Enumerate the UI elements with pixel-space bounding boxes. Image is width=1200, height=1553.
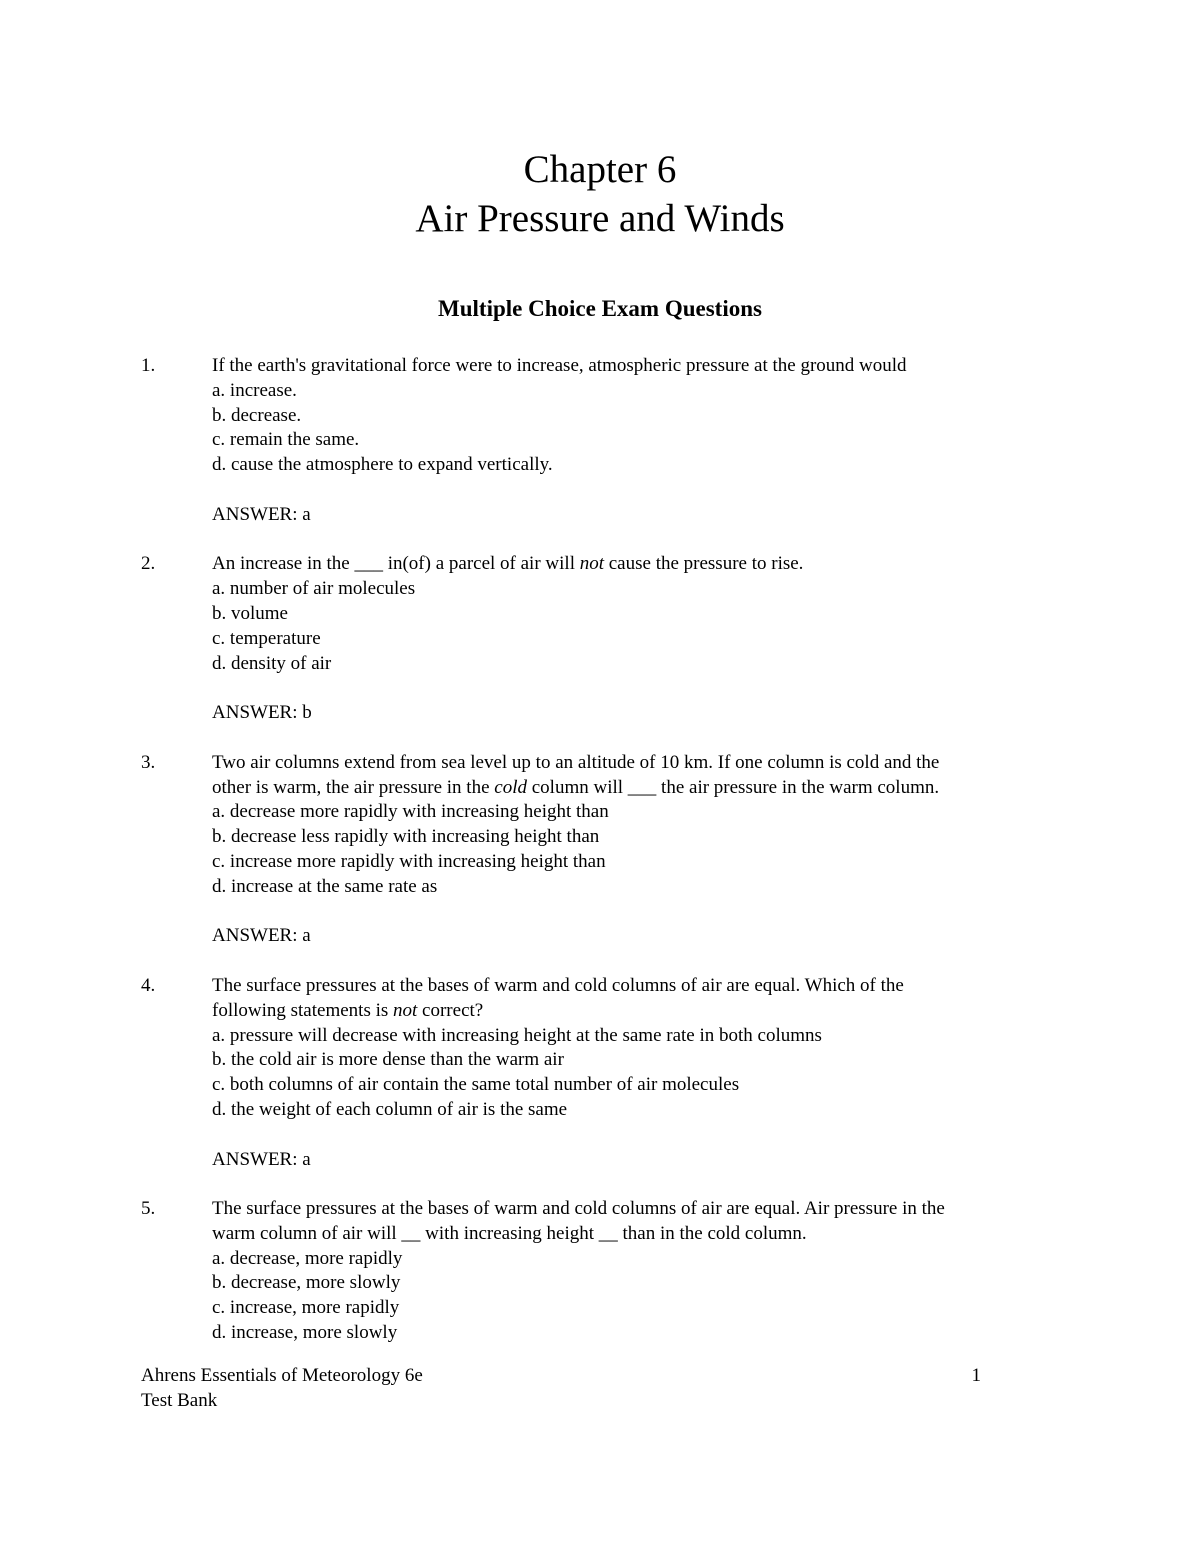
- answer-choice: b. decrease less rapidly with increasing height than: [212, 826, 600, 848]
- question-stem-line: following statements is not correct?: [212, 999, 484, 1021]
- question-stem-line: If the earth's gravitational force were to increase, atmospheric pressure at the ground would: [212, 355, 907, 376]
- chapter-number: Chapter 6: [523, 148, 677, 191]
- question-stem-line: The surface pressures at the bases of warm and cold columns of air are equal. Air pressure in the: [212, 1198, 945, 1220]
- answer-choice: c. remain the same.: [212, 429, 360, 451]
- question-item: [141, 751, 1061, 949]
- chapter-title: Air Pressure and Winds: [415, 197, 785, 240]
- question-spacer: [141, 949, 1061, 974]
- question-stem-line: Two air columns extend from sea level up to an altitude of 10 km. If one column is cold and the: [212, 751, 940, 773]
- answer-choice: b. decrease, more slowly: [212, 1272, 401, 1294]
- answer-key: ANSWER: b: [212, 702, 312, 724]
- answer-choice: b. volume: [212, 602, 288, 624]
- question-item: [141, 1197, 1061, 1346]
- answer-choice: a. number of air molecules: [212, 578, 416, 600]
- answer-choice: c. temperature: [212, 627, 321, 649]
- answer-choice: c. both columns of air contain the same total number of air molecules: [212, 1074, 740, 1096]
- answer-choice: d. cause the atmosphere to expand vertically.: [212, 454, 553, 476]
- answer-choice: d. increase, more slowly: [212, 1322, 398, 1344]
- question-spacer: [141, 726, 1061, 751]
- answer-key: ANSWER: a: [212, 925, 311, 947]
- answer-choice: d. the weight of each column of air is the same: [212, 1098, 568, 1120]
- question-spacer: [141, 1172, 1061, 1197]
- answer-choice: d. increase at the same rate as: [212, 875, 438, 897]
- answer-choice: d. density of air: [212, 652, 332, 674]
- answer-choice: c. increase more rapidly with increasing height than: [212, 850, 606, 872]
- question-stem-line: warm column of air will __ with increasing height __ than in the cold column.: [212, 1222, 807, 1244]
- answer-choice: a. decrease more rapidly with increasing height than: [212, 801, 609, 823]
- answer-choice: a. decrease, more rapidly: [212, 1247, 403, 1269]
- page-number: 1: [971, 1365, 981, 1386]
- question-stem-line: other is warm, the air pressure in the cold column will ___ the air pressure in the warm column.: [212, 776, 940, 798]
- answer-choice: b. decrease.: [212, 404, 302, 426]
- question-item: [141, 354, 1061, 528]
- answer-choice: c. increase, more rapidly: [212, 1297, 400, 1319]
- question-number: 4.: [141, 974, 156, 996]
- question-spacer: [141, 528, 1061, 553]
- section-heading: Multiple Choice Exam Questions: [438, 296, 762, 321]
- question-number: 3.: [141, 751, 156, 773]
- question-item: [141, 974, 1061, 1172]
- question-number: 2.: [141, 553, 156, 575]
- footer-subtitle: Test Bank: [141, 1389, 218, 1411]
- question-stem-line: The surface pressures at the bases of warm and cold columns of air are equal. Which of the: [212, 974, 904, 996]
- answer-choice: a. increase.: [212, 379, 297, 401]
- answer-key: ANSWER: a: [212, 503, 311, 525]
- answer-choice: a. pressure will decrease with increasing height at the same rate in both columns: [212, 1024, 822, 1046]
- page-footer: [141, 1364, 981, 1414]
- question-number: 1.: [141, 355, 156, 376]
- question-list: [141, 354, 1061, 1346]
- answer-key: ANSWER: a: [212, 1148, 311, 1170]
- footer-book-title: Ahrens Essentials of Meteorology 6e: [141, 1365, 423, 1386]
- question-number: 5.: [141, 1198, 156, 1220]
- question-stem-line: An increase in the ___ in(of) a parcel of air will not cause the pressure to rise.: [212, 553, 804, 575]
- question-item: [141, 552, 1061, 726]
- answer-choice: b. the cold air is more dense than the warm air: [212, 1049, 564, 1071]
